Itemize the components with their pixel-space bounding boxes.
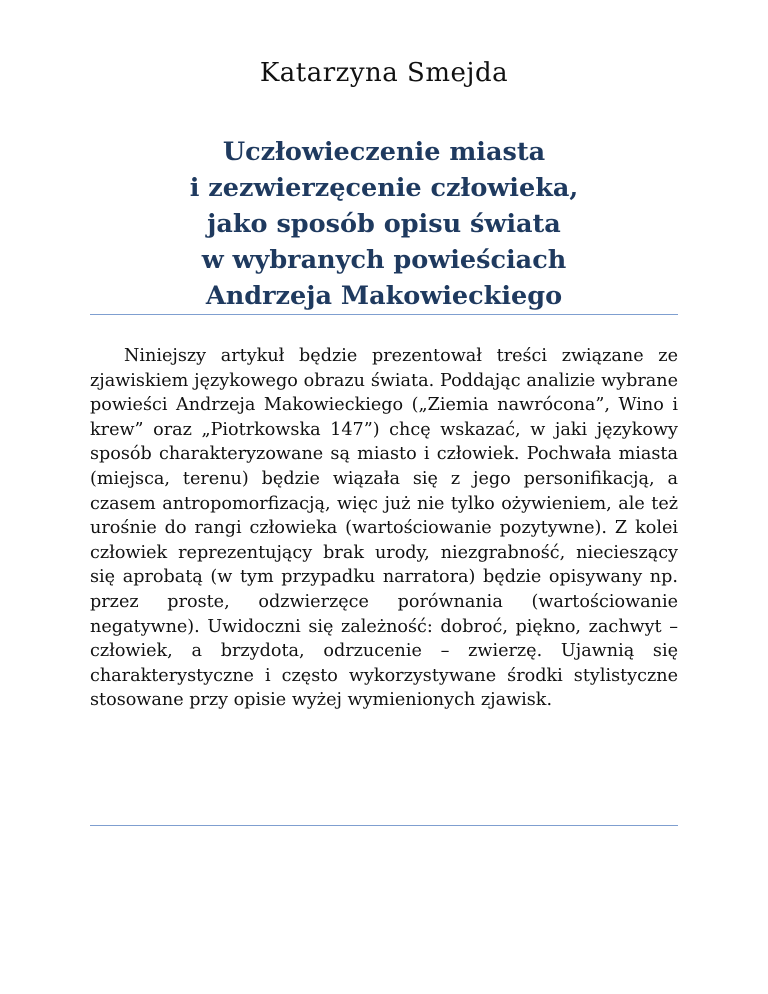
title-line: w wybranych powieściach	[201, 245, 567, 275]
article-title	[90, 134, 678, 314]
title-divider	[90, 314, 678, 315]
abstract-paragraph: Niniejszy artykuł będzie prezentował treści związane ze zjawiskiem językowego obrazu świata. Poddając analizie wybrane powieści Andrzeja Makowieckiego („Ziemia nawrócona”, Wino i krew” oraz „Piotrkowska 147”) chcę wskazać, w jaki językowy sposób charakteryzowane są miasto i człowiek. Pochwała miasta (miejsca, terenu) będzie wiązała się z jego personifikacją, a czasem antropomorfizacją, więc już nie tylko ożywieniem, ale też urośnie do rangi człowieka (wartościowanie pozytywne). Z kolei człowiek reprezentujący brak urody, niezgrabność, niecieszący się aprobatą (w tym przypadku narratora) będzie opisywany np. przez proste, odzwierzęce porównania (wartościowanie negatywne). Uwidoczni się zależność: dobroć, piękno, zachwyt – człowiek, a brzydota, odrzucenie – zwierzę. Ujawnią się charakterystyczne i często wykorzystywane środki stylistyczne stosowane przy opisie wyżej wymienionych zjawisk.	[90, 346, 678, 711]
title-line: jako sposób opisu świata	[207, 209, 561, 239]
title-line: i zezwierzęcenie człowieka,	[189, 173, 579, 203]
abstract-divider	[90, 825, 678, 826]
document-page	[90, 0, 678, 994]
author-name: Katarzyna Smejda	[259, 58, 509, 88]
title-line: Uczłowieczenie miasta	[222, 137, 546, 167]
title-line: Andrzeja Makowieckiego	[205, 281, 563, 311]
